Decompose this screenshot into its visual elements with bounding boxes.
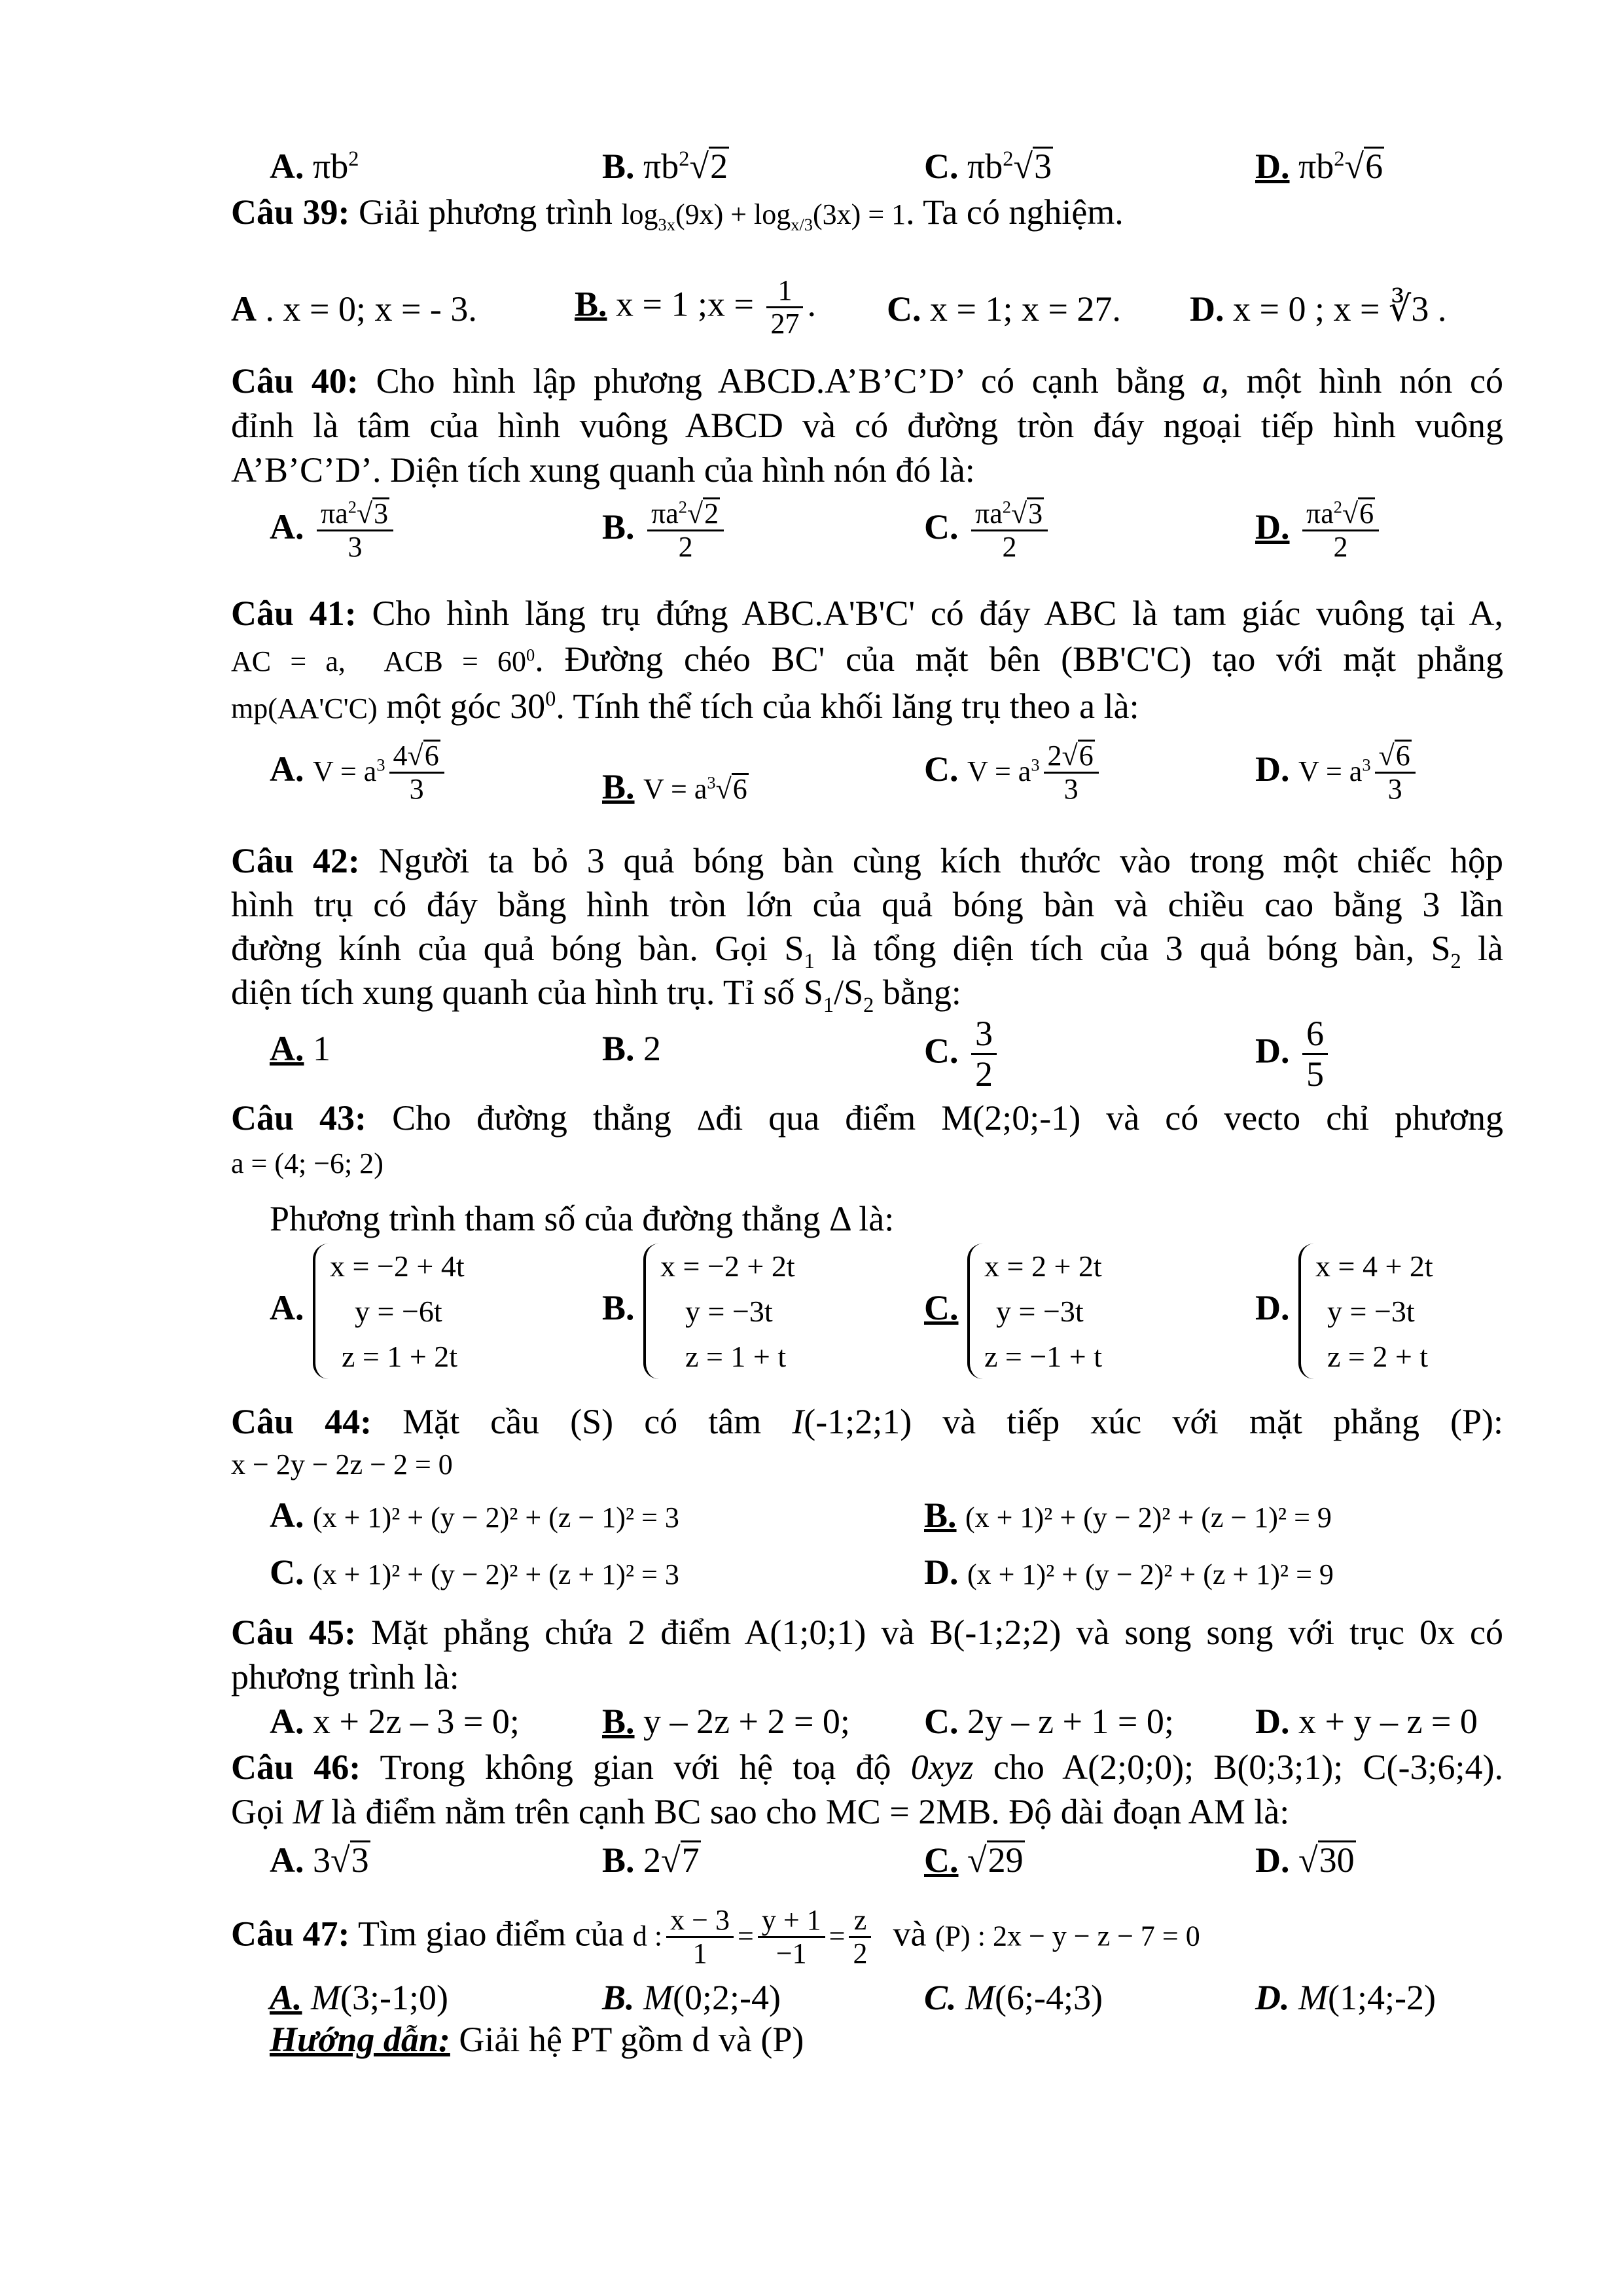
q45-line-1: Câu 45: Mặt phẳng chứa 2 điểm A(1;0;1) và B(-1;2;2) và song song với trục 0x có: [231, 1613, 1503, 1652]
q42-line-4: diện tích xung quanh của hình trụ. Tỉ số $S_1/S_2$ bằng:: [231, 973, 961, 1017]
hint-text: Giải hệ PT gồm d và (P): [459, 2020, 804, 2059]
q38-option-b: B. $\pi b^2√2$: [602, 147, 728, 186]
q47-option-a: A. M(3;-1;0): [270, 1978, 448, 2017]
q46-option-a: A. 3√3: [270, 1840, 369, 1880]
q41-line-1: Câu 41: Cho hình lăng trụ đứng ABC.A'B'C' có đáy ABC là tam giác vuông tại A,: [231, 594, 1503, 633]
q38-option-d: D. $\pi b^2√6$: [1255, 147, 1383, 186]
q42-option-a: A. 1: [270, 1029, 330, 1068]
q39-option-b: B. x = 1 ;x = $\frac{1}{27}$ .: [575, 274, 816, 340]
q41-line-2: AC = a, ACB = $60^0$. Đường chéo BC' của mặt bên (BB'C'C) tạo với mặt phẳng: [231, 639, 1503, 679]
q39-stem: Câu 39: Giải phương trình $\log_{3x}(9x) + \log_{x/3}(3x) = 1$. Ta có nghiệm.: [231, 192, 1124, 234]
q46-option-d: D. √30: [1255, 1840, 1355, 1880]
q39-option-a: A . x = 0; x = - 3.: [231, 289, 477, 329]
q43-option-c: C. x = 2 + 2t y = −3t z = −1 + t: [924, 1244, 1102, 1379]
q40-line-3: A’B’C’D’. Diện tích xung quanh của hình nón đó là:: [231, 450, 975, 490]
q47-stem: Câu 47: Tìm giao điểm của d : $\frac{x - 3}{1}$ = $\frac{y + 1}{-1}$ = $\frac{z}{2}$ và (P) : 2x − y − z − 7 = 0: [231, 1904, 1200, 1970]
q39-option-c: C. x = 1; x = 27.: [887, 289, 1121, 329]
q41-option-d: D. $V = a^3$ $\frac{√6}{3}$: [1255, 740, 1419, 806]
q45-option-c: C. 2y – z + 1 = 0;: [924, 1702, 1174, 1741]
q45-line-2: phương trình là:: [231, 1657, 459, 1696]
q43-line-1: Câu 43: Cho đường thẳng Δđi qua điểm M(2;0;-1) và có vecto chỉ phương: [231, 1098, 1504, 1138]
q44-option-c: C. (x + 1)² + (y − 2)² + (z + 1)² = 3: [270, 1552, 679, 1592]
q45-option-d: D. x + y – z = 0: [1255, 1702, 1478, 1741]
q43-option-d: D. x = 4 + 2t y = −3t z = 2 + t: [1255, 1244, 1433, 1379]
q40-option-c: C. $\frac{\pi a^2√3}{2}$: [924, 497, 1052, 564]
q47-hint: [270, 2018, 804, 2061]
q45-option-a: A. x + 2z – 3 = 0;: [270, 1702, 520, 1741]
q42-line-3: đường kính của quả bóng bàn. Gọi $S_1$ là tổng diện tích của 3 quả bóng bàn, $S_2$ là: [231, 929, 1503, 973]
q46-line-1: Câu 46: Trong không gian với hệ toạ độ 0xyz cho A(2;0;0); B(0;3;1); C(-3;6;4).: [231, 1748, 1503, 1787]
q42-option-c: C. $\frac{3}{2}$: [924, 1014, 1001, 1094]
q40-line-1: Câu 40: Cho hình lập phương ABCD.A’B’C’D’ có cạnh bằng a, một hình nón có: [231, 361, 1504, 401]
q42-option-d: D. $\frac{6}{5}$: [1255, 1014, 1332, 1094]
q41-option-b: B. $V = a^3√6$: [602, 767, 747, 806]
q46-option-b: B. 2√7: [602, 1840, 700, 1880]
q43-vector: a = (4; −6; 2): [231, 1147, 383, 1179]
q41-option-a: A. $V = a^3$ $\frac{4√6}{3}$: [270, 740, 448, 806]
q42-option-b: B. 2: [602, 1029, 662, 1068]
q43-line-2: Phương trình tham số của đường thẳng Δ là:: [270, 1199, 895, 1238]
q41-line-3: mp(AA'C'C) một góc $30^0$. Tính thể tích của khối lăng trụ theo a là:: [231, 687, 1139, 726]
q44-plane: x − 2y − 2z − 2 = 0: [231, 1448, 453, 1480]
q41-option-c: C. $V = a^3$ $\frac{2√6}{3}$: [924, 740, 1103, 806]
q45-option-b: B. y – 2z + 2 = 0;: [602, 1702, 850, 1741]
q38-option-c: C. $\pi b^2√3$: [924, 147, 1052, 186]
q42-line-2: hình trụ có đáy bằng hình tròn lớn của quả bóng bàn và chiều cao bằng 3 lần: [231, 885, 1503, 924]
q44-option-a: A. (x + 1)² + (y − 2)² + (z − 1)² = 3: [270, 1496, 679, 1535]
q47-option-d: D. M(1;4;-2): [1255, 1978, 1436, 2017]
hint-label: Hướng dẫn:: [270, 2020, 450, 2059]
q40-line-2: đỉnh là tâm của hình vuông ABCD và có đường tròn đáy ngoại tiếp hình vuông: [231, 406, 1503, 445]
q40-option-a: A. $\frac{\pi a^2√3}{3}$: [270, 497, 397, 564]
q46-option-c: C. √29: [924, 1840, 1024, 1880]
q47-option-c: C. M(6;-4;3): [924, 1978, 1103, 2017]
q44-line-1: Câu 44: Mặt cầu (S) có tâm I(-1;2;1) và tiếp xúc với mặt phẳng (P):: [231, 1402, 1503, 1441]
q46-line-2: Gọi M là điểm nằm trên cạnh BC sao cho MC = 2MB. Độ dài đoạn AM là:: [231, 1792, 1290, 1831]
q39-option-d: D. x = 0 ; x = ∛3 .: [1190, 289, 1447, 329]
q40-option-d: D. $\frac{\pi a^2√6}{2}$: [1255, 497, 1383, 564]
q43-option-b: B. x = −2 + 2t y = −3t z = 1 + t: [602, 1244, 795, 1379]
q44-option-d: D. (x + 1)² + (y − 2)² + (z + 1)² = 9: [924, 1552, 1334, 1592]
q44-option-b: B. (x + 1)² + (y − 2)² + (z − 1)² = 9: [924, 1496, 1332, 1535]
q47-option-b: B. M(0;2;-4): [602, 1978, 781, 2017]
q43-option-a: A. x = −2 + 4t y = −6t z = 1 + 2t: [270, 1244, 465, 1379]
q40-option-b: B. $\frac{\pi a^2√2}{2}$: [602, 497, 728, 564]
q38-option-a: A. $\pi b^2$: [270, 147, 359, 186]
q42-line-1: Câu 42: Người ta bỏ 3 quả bóng bàn cùng kích thước vào trong một chiếc hộp: [231, 841, 1504, 880]
